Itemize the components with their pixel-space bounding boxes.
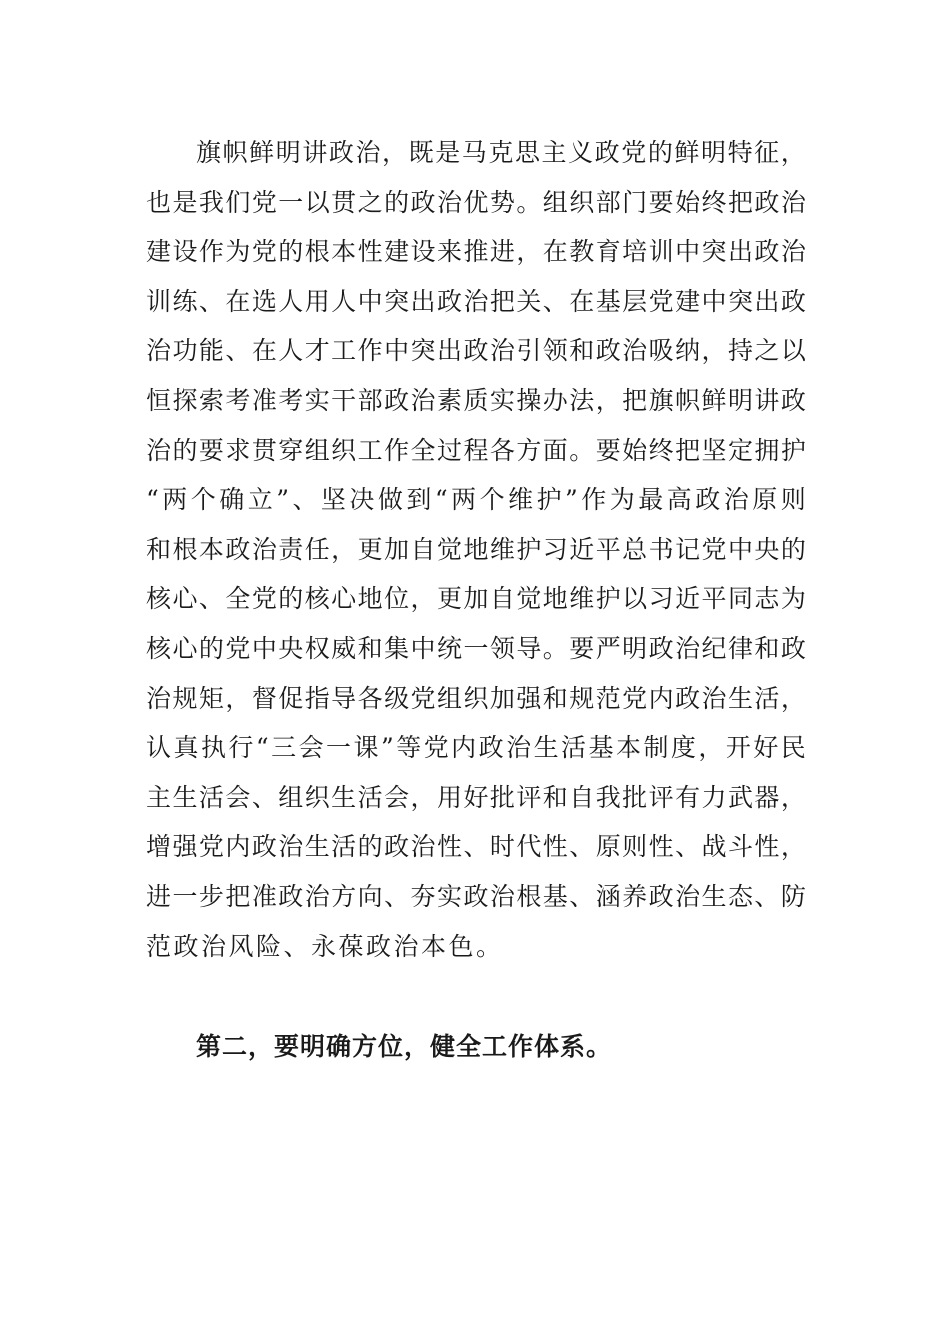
paragraph-line-3: 建 设 作 为 党 的 根 本 性 建 设 来 推 进 ， 在 教 育 培 训 中 突 出 政 治 bbox=[146, 237, 806, 267]
paragraph-line-2: 也 是 我 们 党 一 以 贯 之 的 政 治 优 势 。 组 织 部 门 要 始 终 把 政 治 bbox=[146, 187, 806, 217]
paragraph-line-17: 范政治风险、永葆政治本色。 bbox=[146, 931, 504, 961]
paragraph-line-1: 旗 帜 鲜 明 讲 政 治 ， 既 是 马 克 思 主 义 政 党 的 鲜 明 特 征 ， bbox=[196, 138, 806, 167]
paragraph-line-10: 核 心 、 全 党 的 核 心 地 位 ， 更 加 自 觉 地 维 护 以 习 近 平 同 志 为 bbox=[146, 584, 806, 614]
paragraph-line-14: 主 生 活 会 、 组 织 生 活 会 ， 用 好 批 评 和 自 我 批 评 有 力 武 器 ， bbox=[146, 782, 806, 812]
section-heading: 第二，要明确方位，健全工作体系。 bbox=[196, 1032, 613, 1061]
paragraph-line-11: 核 心 的 党 中 央 权 威 和 集 中 统 一 领 导 。 要 严 明 政 治 纪 律 和 政 bbox=[146, 633, 806, 663]
paragraph-line-13: 认 真 执 行 “ 三 会 一 课 ” 等 党 内 政 治 生 活 基 本 制 度 ， 开 好 民 bbox=[146, 733, 806, 763]
paragraph-line-4: 训 练 、 在 选 人 用 人 中 突 出 政 治 把 关 、 在 基 层 党 建 中 突 出 政 bbox=[146, 286, 806, 316]
paragraph-line-8: “ 两 个 确 立 ” 、 坚 决 做 到 “ 两 个 维 护 ” 作 为 最 高 政 治 原 则 bbox=[146, 485, 806, 515]
paragraph-line-7: 治 的 要 求 贯 穿 组 织 工 作 全 过 程 各 方 面 。 要 始 终 把 坚 定 拥 护 bbox=[146, 435, 806, 465]
body-paragraph bbox=[146, 128, 806, 971]
paragraph-line-12: 治 规 矩 ， 督 促 指 导 各 级 党 组 织 加 强 和 规 范 党 内 政 治 生 活 ， bbox=[146, 683, 806, 713]
paragraph-line-5: 治 功 能 、 在 人 才 工 作 中 突 出 政 治 引 领 和 政 治 吸 纳 ， 持 之 以 bbox=[146, 336, 806, 366]
paragraph-line-15: 增 强 党 内 政 治 生 活 的 政 治 性 、 时 代 性 、 原 则 性 、 战 斗 性 ， bbox=[146, 832, 806, 862]
paragraph-line-9: 和 根 本 政 治 责 任 ， 更 加 自 觉 地 维 护 习 近 平 总 书 记 党 中 央 的 bbox=[146, 534, 806, 564]
paragraph-line-16: 进 一 步 把 准 政 治 方 向 、 夯 实 政 治 根 基 、 涵 养 政 治 生 态 、 防 bbox=[146, 881, 806, 911]
paragraph-line-6: 恒 探 索 考 准 考 实 干 部 政 治 素 质 实 操 办 法 ， 把 旗 帜 鲜 明 讲 政 bbox=[146, 385, 806, 415]
